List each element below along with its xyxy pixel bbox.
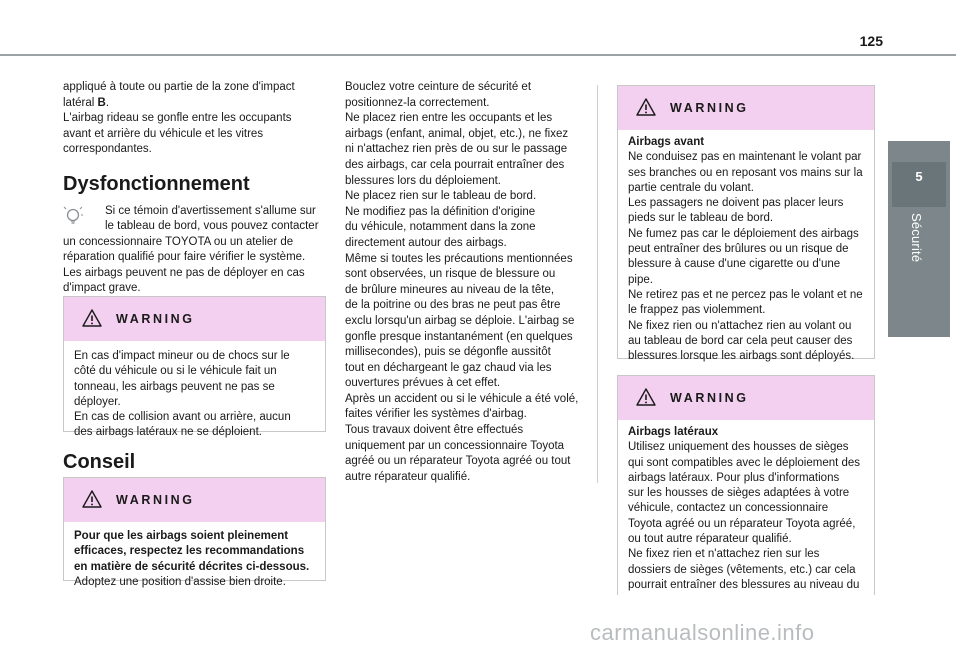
warning-triangle-icon [82,490,102,508]
warning-body [618,420,874,593]
text-line: de brûlure mineures au niveau de la tête, [345,283,555,296]
text-line: Ne fixez rien ou n'attachez rien au volant ou [628,319,852,332]
text-line: Ne fixez rien et n'attachez rien sur les [628,548,820,561]
text-line: véhicule, contactez un concessionnaire [628,502,829,515]
text-line: Les passagers ne doivent pas placer leurs [628,197,844,210]
text-line: En cas d'impact mineur ou de chocs sur le [74,350,290,362]
text-line: En cas de collision avant ou arrière, aucun [74,411,291,424]
text-line: Ne placez rien sur le tableau de bord. [345,190,537,203]
text-line: pieds sur le tableau de bord. [628,212,774,225]
text-line: appliqué à toute ou partie de la zone d'impact [63,81,295,93]
column-divider [597,85,598,483]
text-line: qui sont compatibles avec le déploiement des [628,456,861,469]
text-line: Ne conduisez pas en maintenant le volant par [628,151,862,164]
text-line: le frappez pas violemment. [628,304,766,317]
warning-box-recommendations [63,477,326,588]
text-line: Ne modifiez pas la définition d'origine [345,205,536,218]
text-line: positionnez-la correctement. [345,96,490,109]
text-line: Après un accident ou si le véhicule a été volé, [345,392,579,405]
column-middle [345,80,593,485]
text-line: des airbags, car cela pourrait entraîner des [345,158,565,171]
text-line: le tableau de bord, vous pouvez contacter [105,220,319,232]
text-line: uniquement par un concessionnaire Toyota [345,439,565,452]
text-line: tout en déchargeant le gaz chaud via les [345,361,552,374]
text-line: airbags (enfant, animal, objet, etc.), ne fixez [345,127,569,140]
text-line: dossiers de sièges (vêtements, etc.) car cela [628,563,856,576]
heading-advice: Conseil [63,451,136,473]
text-line: en matière de sécurité décrites ci-dessous. [74,560,310,573]
warning-box-front-airbags [617,85,875,363]
warning-box-minor-impact [63,296,326,439]
warning-header [618,376,874,420]
warning-body [64,341,325,441]
warning-box-side-airbags [617,375,875,595]
warning-title: WARNING [670,101,749,115]
text-line: Pour que les airbags soient pleinement [74,530,289,542]
warning-title: WARNING [116,312,195,326]
text-line: côté du véhicule ou si le véhicule fait un [74,365,277,378]
text-line: Ne fumez pas car le déploiement des airbags [628,227,859,240]
warning-triangle-icon [82,309,102,327]
malfunction-paragraph [63,204,327,297]
warning-body [618,130,874,364]
warning-title: WARNING [116,493,195,507]
chapter-number: 5 [915,169,923,184]
lightbulb-tip-icon [63,206,83,226]
text-line: L'airbag rideau se gonfle entre les occupants [63,112,292,124]
text-line: Les airbags peuvent ne pas de déployer en cas [63,266,305,279]
text-line: sur les housses de sièges adaptées à votre [628,487,850,500]
safety-paragraph [345,80,593,485]
text-line: latéral B. [63,96,110,109]
text-line: Si ce témoin d'avertissement s'allume sur [105,204,316,217]
text-line: Bouclez votre ceinture de sécurité et [345,81,532,93]
text-line: correspondantes. [63,143,152,155]
text-line: agréé ou un réparateur Toyota agréé ou tout [345,455,571,468]
warning-body [64,522,325,590]
warning-subtitle: Airbags avant [628,136,705,148]
text-line: avant et arrière du véhicule et les vitres [63,127,264,140]
text-line: directement autour des airbags. [345,236,507,249]
column-left [63,80,327,297]
warning-triangle-icon [636,98,656,116]
text-line: déployer. [74,395,121,408]
text-line: un concessionnaire TOYOTA ou un atelier de [63,235,294,248]
text-line: gonfle presque instantanément (en quelques [345,330,573,343]
text-line: efficaces, respectez les recommandations [74,545,305,558]
text-line: d'impact grave. [63,282,141,294]
text-line: Ne retirez pas et ne percez pas le volant et ne [628,288,863,301]
text-line: réparation qualifié pour faire vérifier le système. [63,251,306,263]
text-line: Même si toutes les précautions mentionnées [345,252,573,265]
text-line: de la poitrine ou des bras ne peut pas être [345,299,561,312]
text-line: Toyota agréé ou un réparateur Toyota agréé, [628,517,856,530]
text-line: faites vérifier les systèmes d'airbag. [345,408,527,421]
text-line: Ne placez rien entre les occupants et les [345,112,553,125]
zone-label: B [97,96,106,109]
text-line: airbags latéraux. Pour plus d'informations [628,471,840,484]
page-number: 125 [859,33,883,49]
text-line: blessures lorsque les airbags sont déployés. [628,350,855,363]
warning-header [64,478,325,522]
text-line: peut entraîner des brûlures ou un risque de [628,243,849,256]
text-line: ses branches ou en reposant vos mains sur la [628,166,863,179]
text-line: exclu lorsqu'un airbag se déploie. L'airbag se [345,314,575,327]
text-line: Utilisez uniquement des housses de sièges [628,441,849,454]
text-line: sont observées, un risque de blessure ou [345,268,556,281]
header-rule [0,54,956,56]
chapter-side-tab[interactable] [888,141,950,337]
warning-header [64,297,325,341]
text-line: du véhicule, notamment dans la zone [345,221,536,234]
text-line: Tous travaux doivent être effectués [345,424,524,437]
text-line: ni n'attachez rien près de ou sur le passage [345,143,568,156]
warning-title: WARNING [670,391,749,405]
text-line: millisecondes), puis se dégonfle aussitôt [345,346,551,359]
text-line: pipe. [628,273,653,286]
warning-subtitle: Airbags latéraux [628,426,719,438]
text-line: ouvertures prévues à cet effet. [345,377,501,390]
watermark: carmanualsonline.info [590,620,815,645]
chapter-title: Sécurité [909,213,924,263]
heading-malfunction: Dysfonctionnement [63,172,250,195]
text-line: blessures lors du déploiement. [345,174,501,187]
text-line: Adoptez une position d'assise bien droite. [74,575,286,588]
text-line: au tableau de bord car cela peut causer des [628,334,853,347]
text-line: partie centrale du volant. [628,181,754,194]
text-line: ou tout autre réparateur qualifié. [628,533,792,546]
text-line: des airbags latéraux ne se déploient. [74,426,262,439]
text-line: blessure à cause d'une cigarette ou d'une [628,258,841,271]
text-line: autre réparateur qualifié. [345,470,471,483]
intro-paragraph [63,80,327,158]
text-line: tonneau, les airbags peuvent ne pas se [74,380,275,393]
warning-header [618,86,874,130]
warning-triangle-icon [636,388,656,406]
text-line: pourrait entraîner des blessures au niveau du [628,578,860,591]
